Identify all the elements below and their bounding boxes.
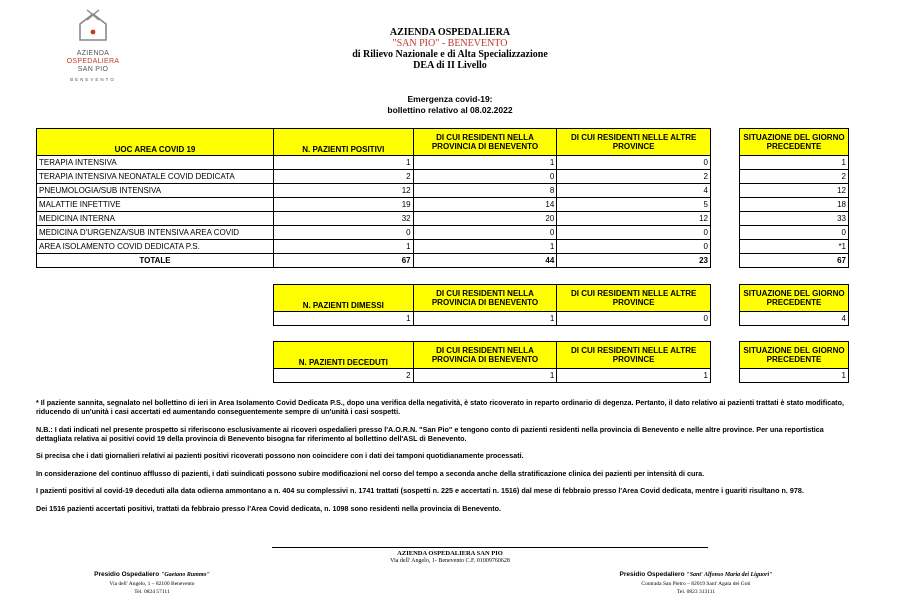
- cell-prev: *1: [740, 240, 849, 254]
- cell-dimessi-bn: 1: [413, 312, 557, 326]
- cell-bn: 14: [413, 198, 557, 212]
- cell-prev: 0: [740, 226, 849, 240]
- cell-other: 5: [557, 198, 711, 212]
- bulletin-line2: bollettino relativo al 08.02.2022: [387, 105, 513, 115]
- cell-other: 0: [557, 226, 711, 240]
- notes-section: [36, 398, 846, 521]
- cell-pos: 0: [274, 226, 414, 240]
- header-subtitle: "SAN PIO" - BENEVENTO: [392, 38, 508, 49]
- cell-bn: 8: [413, 184, 557, 198]
- row-name: MEDICINA INTERNA: [37, 212, 274, 226]
- footer-right-name: "Sant' Alfonso Maria dei Liguori": [686, 572, 773, 578]
- cell-deceduti-other: 1: [557, 369, 711, 383]
- total-bn: 44: [413, 254, 557, 268]
- cell-pos: 1: [274, 156, 414, 170]
- logo-text-line2: OSPEDALIERA: [66, 58, 120, 65]
- main-table-values: [273, 128, 711, 268]
- table-row: [274, 184, 711, 198]
- note-paragraph: Si precisa che i dati giornalieri relativi ai pazienti positivi ricoverati possono non coincidere con i dati dei tamponi quotidianamente processati.: [36, 451, 524, 460]
- footer-right-address: Contrada San Pietro – 82019 Sant' Agata dei Goti: [641, 581, 751, 587]
- row-name: MEDICINA D'URGENZA/SUB INTENSIVA AREA COVID: [37, 226, 274, 240]
- cell-other: 0: [557, 156, 711, 170]
- total-pos: 67: [274, 254, 414, 268]
- hospital-logo: [62, 6, 124, 88]
- cell-deceduti-bn: 1: [413, 369, 557, 383]
- logo-text-line1: AZIENDA: [76, 50, 110, 57]
- cell-bn: 0: [413, 226, 557, 240]
- cell-pos: 1: [274, 240, 414, 254]
- note-paragraph: Dei 1516 pazienti accertati positivi, trattati da febbraio presso l'Area Covid dedicata, n. 1098 sono residenti nella provincia di Benevento.: [36, 503, 502, 513]
- house-logo-icon: [73, 6, 113, 46]
- main-table-prev: [739, 128, 849, 268]
- cell-other: 0: [557, 240, 711, 254]
- bulletin-line1: Emergenza covid-19:: [407, 94, 493, 104]
- footer-right: [596, 570, 796, 596]
- footer-left-title: Presidio Ospedaliero: [94, 571, 160, 578]
- header-line3: di Rilievo Nazionale e di Alta Specializzazione: [352, 49, 548, 60]
- table-row: [274, 240, 711, 254]
- header-prev: SITUAZIONE DEL GIORNO PRECEDENTE: [740, 129, 849, 156]
- logo-text-line3: SAN PIO: [77, 66, 109, 73]
- cell-other: 12: [557, 212, 711, 226]
- note-paragraph: N.B.: I dati indicati nel presente prospetto si riferiscono esclusivamente ai ricoveri ospedalieri presso l'A.O.R.N. "San Pio" e tengono conto di pazienti residenti nella provincia di Benevento e nelle altre province. Per una reportistica dettagliata relativa ai positivi covid 19 della provincia di Benevento bisogna far riferimento al bollettino dell'ASL di Benevento.: [36, 424, 824, 443]
- logo-text-line4: BENEVENTO: [70, 77, 116, 82]
- row-name: TERAPIA INTENSIVA NEONATALE COVID DEDICATA: [37, 170, 274, 184]
- deceduti-prev-table: [739, 341, 849, 383]
- header-dimessi-prev: SITUAZIONE DEL GIORNO PRECEDENTE: [740, 285, 849, 312]
- footer-center-address: Via dell' Angelo, 1- Benevento C.F. 01009760628: [390, 558, 510, 564]
- table-row: [274, 226, 711, 240]
- dimessi-prev-table: [739, 284, 849, 326]
- header-other: DI CUI RESIDENTI NELLE ALTRE PROVINCE: [557, 129, 711, 156]
- cell-dimessi: 1: [274, 312, 414, 326]
- footer-center-title: AZIENDA OSPEDALIERA SAN PIO: [397, 550, 503, 557]
- total-row: [274, 254, 711, 268]
- header-deceduti-prev: SITUAZIONE DEL GIORNO PRECEDENTE: [740, 342, 849, 369]
- note-paragraph: * Il paziente sannita, segnalato nel bollettino di ieri in Area Isolamento Covid Dedicata P.S., dopo una verifica della negatività, è stato ricoverato in reparto ordinario di degenza. Pertanto, il dato relativo ai pazienti trattati è stato modificato, riducendo di un'unità i casi accertati ed aumentando conseguentemente sempre di un'unità i casi sospetti.: [36, 398, 844, 416]
- cell-dimessi-prev: 4: [740, 312, 849, 326]
- header-line4: DEA di II Livello: [413, 60, 487, 71]
- table-row: [274, 212, 711, 226]
- cell-bn: 1: [413, 240, 557, 254]
- cell-bn: 1: [413, 156, 557, 170]
- header-dimessi-other: DI CUI RESIDENTI NELLE ALTRE PROVINCE: [557, 285, 711, 312]
- footer-right-title: Presidio Ospedaliero: [619, 571, 685, 578]
- cell-pos: 12: [274, 184, 414, 198]
- deceduti-table: [273, 341, 711, 383]
- cell-other: 4: [557, 184, 711, 198]
- note-paragraph: I pazienti positivi al covid-19 deceduti alla data odierna ammontano a n. 404 su complessivi n. 1741 trattati (sospetti n. 225 e accertati n. 1516) dal mese di febbraio presso l'Area Covid dedicata, mentre i guariti risultano n. 978.: [36, 486, 804, 495]
- total-label: TOTALE: [37, 254, 274, 268]
- header-title: AZIENDA OSPEDALIERA: [389, 27, 511, 38]
- row-name: TERAPIA INTENSIVA: [37, 156, 274, 170]
- footer-left: [62, 570, 242, 596]
- cell-prev: 33: [740, 212, 849, 226]
- cell-other: 2: [557, 170, 711, 184]
- cell-prev: 12: [740, 184, 849, 198]
- header-dimessi: N. PAZIENTI DIMESSI: [274, 285, 414, 312]
- cell-pos: 19: [274, 198, 414, 212]
- table-row: [274, 156, 711, 170]
- cell-bn: 0: [413, 170, 557, 184]
- header-deceduti-bn: DI CUI RESIDENTI NELLA PROVINCIA DI BENEVENTO: [413, 342, 557, 369]
- footer-left-name: "Gaetano Rummo": [161, 572, 210, 578]
- footer-left-phone: Tel. 0824 57111: [134, 589, 170, 595]
- footer-center: [300, 550, 600, 565]
- row-name: PNEUMOLOGIA/SUB INTENSIVA: [37, 184, 274, 198]
- cell-prev: 2: [740, 170, 849, 184]
- cell-dimessi-other: 0: [557, 312, 711, 326]
- table-row: [274, 170, 711, 184]
- header-dimessi-bn: DI CUI RESIDENTI NELLA PROVINCIA DI BENEVENTO: [413, 285, 557, 312]
- header-deceduti-other: DI CUI RESIDENTI NELLE ALTRE PROVINCE: [557, 342, 711, 369]
- table-row: [274, 198, 711, 212]
- note-paragraph: In considerazione del continuo afflusso di pazienti, i dati suindicati possono subire modificazioni nel corso del tempo a seconda anche della stratificazione clinica dei pazienti per intensità di cura.: [36, 468, 705, 478]
- cell-bn: 20: [413, 212, 557, 226]
- table-row: [274, 369, 711, 383]
- header-deceduti: N. PAZIENTI DECEDUTI: [274, 342, 414, 369]
- row-name: AREA ISOLAMENTO COVID DEDICATA P.S.: [37, 240, 274, 254]
- header-positivi: N. PAZIENTI POSITIVI: [274, 129, 414, 156]
- footer-right-phone: Tel. 0823 313111: [676, 589, 716, 595]
- cell-pos: 2: [274, 170, 414, 184]
- cell-prev: 1: [740, 156, 849, 170]
- header-uoc: UOC AREA COVID 19: [37, 129, 274, 156]
- header-bn: DI CUI RESIDENTI NELLA PROVINCIA DI BENEVENTO: [413, 129, 557, 156]
- table-row: [274, 312, 711, 326]
- total-other: 23: [557, 254, 711, 268]
- total-prev: 67: [740, 254, 849, 268]
- dimessi-table: [273, 284, 711, 326]
- row-name: MALATTIE INFETTIVE: [37, 198, 274, 212]
- cell-pos: 32: [274, 212, 414, 226]
- cell-deceduti-prev: 1: [740, 369, 849, 383]
- cell-deceduti: 2: [274, 369, 414, 383]
- footer-divider: [272, 547, 708, 548]
- document-header: [260, 27, 640, 71]
- bulletin-title: [300, 94, 600, 116]
- cell-prev: 18: [740, 198, 849, 212]
- main-table-left: [36, 128, 274, 268]
- footer-left-address: Via dell' Angelo, 1 – 82100 Benevento: [109, 581, 195, 587]
